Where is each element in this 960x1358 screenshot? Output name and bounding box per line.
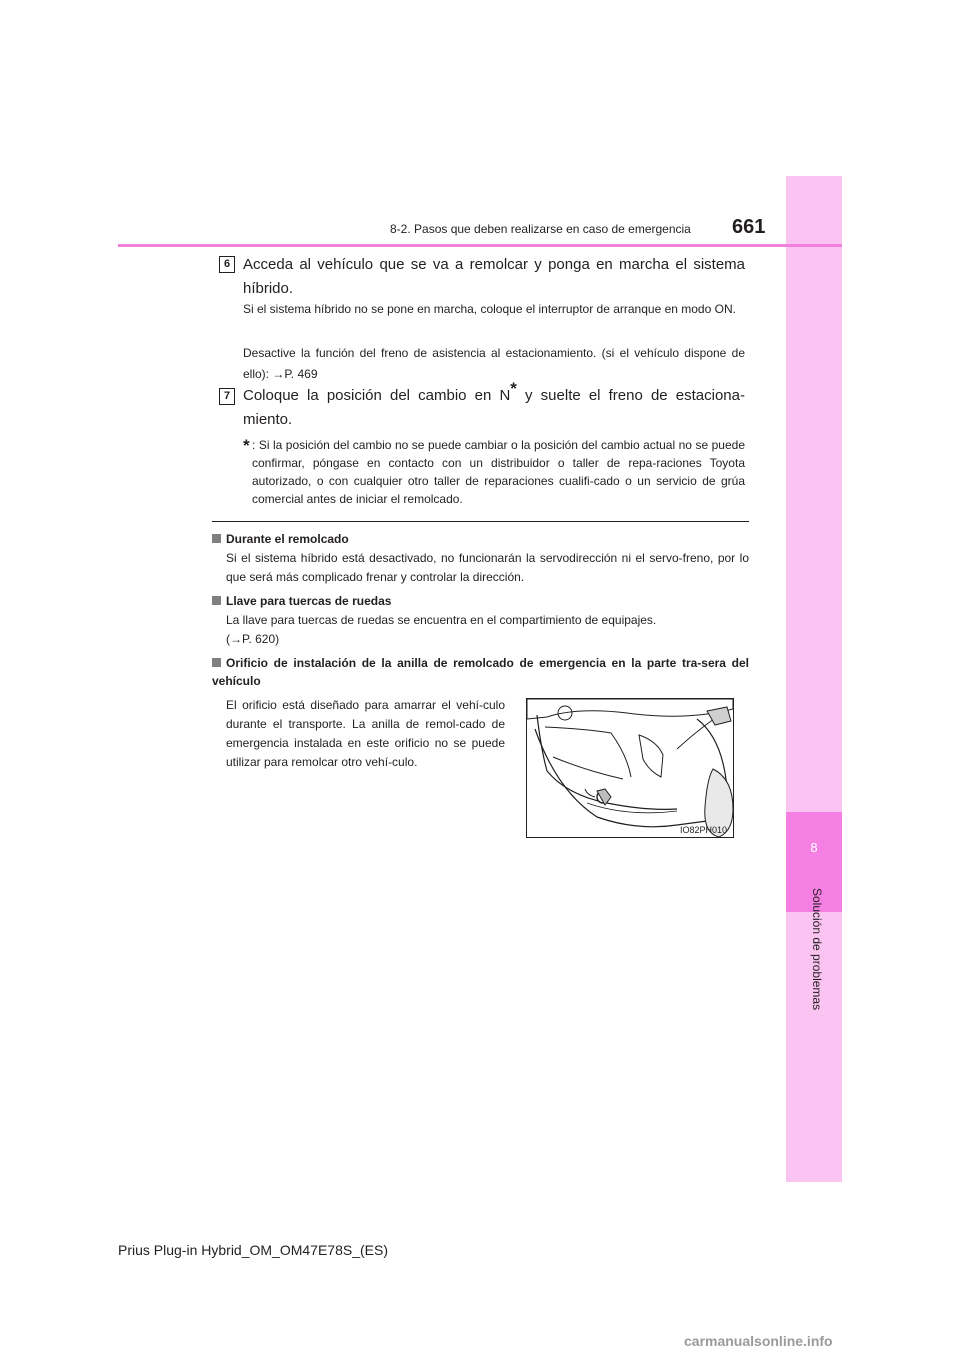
step-7-title (243, 379, 745, 432)
step-7-title-b: y suelte el freno de estaciona-miento. (243, 387, 745, 428)
section-heading-llave (212, 592, 749, 610)
manual-footer: Prius Plug-in Hybrid_OM_OM47E78S_(ES) (118, 1242, 388, 1258)
car-rear-illustration (527, 699, 733, 837)
section-title: 8-2. Pasos que deben realizarse en caso de emergencia (390, 222, 691, 236)
rear-tow-hole-figure (526, 698, 734, 838)
step-number-7: 7 (219, 388, 235, 405)
bullet-square-icon (212, 658, 221, 667)
section-body-llave-ref[interactable]: (→P. 620) (226, 632, 280, 646)
section-body-orificio: El orificio está diseñado para amarrar el vehí-culo durante el transporte. La anilla de remol-cado de emergencia instalada en este orificio no se puede utilizar para remolcar otro vehí-culo. (226, 698, 505, 769)
step-7-star: * (510, 379, 517, 398)
step-6-title: Acceda al vehículo que se va a remolcar y ponga en marcha el sistema híbrido. (243, 256, 745, 297)
step-6-note-2: Desactive la función del freno de asistencia al estacionamiento. (si el vehículo dispone de ello): →P. 469 (243, 346, 745, 381)
step-7-title-a: Coloque la posición del cambio en N (243, 387, 511, 404)
figure-code: IO82PH010 (679, 825, 727, 835)
step-7-footnote: : Si la posición del cambio no se puede cambiar o la posición del cambio actual no se puede confirmar, póngase en contacto con un distribuidor o taller de repa-raciones Toyota autorizado, o con cualquier otro taller de reparaciones cualifi-cado o un servicio de grúa comercial antes de iniciar el remolcado. (252, 438, 745, 506)
section-heading-orificio (212, 654, 749, 690)
page-number: 661 (732, 216, 766, 238)
step-number-6: 6 (219, 256, 235, 273)
section-heading-text: Durante el remolcado (226, 532, 349, 546)
section-heading-text: Orificio de instalación de la anilla de remolcado de emergencia en la parte tra-sera del vehículo (212, 656, 749, 688)
section-heading-text: Llave para tuercas de ruedas (226, 594, 392, 608)
bullet-square-icon (212, 534, 221, 543)
tow-hook-icon (585, 789, 611, 805)
bullet-square-icon (212, 596, 221, 605)
section-divider (212, 521, 749, 522)
watermark[interactable]: carmanualsonline.info (684, 1333, 833, 1349)
header-rule (118, 244, 842, 247)
section-body-llave: La llave para tuercas de ruedas se encuentra en el compartimiento de equipajes. (226, 613, 657, 627)
section-heading-durante (212, 530, 749, 548)
step-6-note-1: Si el sistema híbrido no se pone en marcha, coloque el interruptor de arranque en modo ON. (243, 302, 736, 316)
section-body-durante: Si el sistema híbrido está desactivado, no funcionarán la servodirección ni el servo-freno, por lo que será más complicado frenar y controlar la dirección. (226, 551, 749, 584)
chapter-label: Solución de problemas (810, 888, 824, 1011)
chapter-number: 8 (810, 840, 818, 855)
footnote-star: * (243, 436, 250, 455)
chapter-side-strip (786, 176, 842, 1182)
